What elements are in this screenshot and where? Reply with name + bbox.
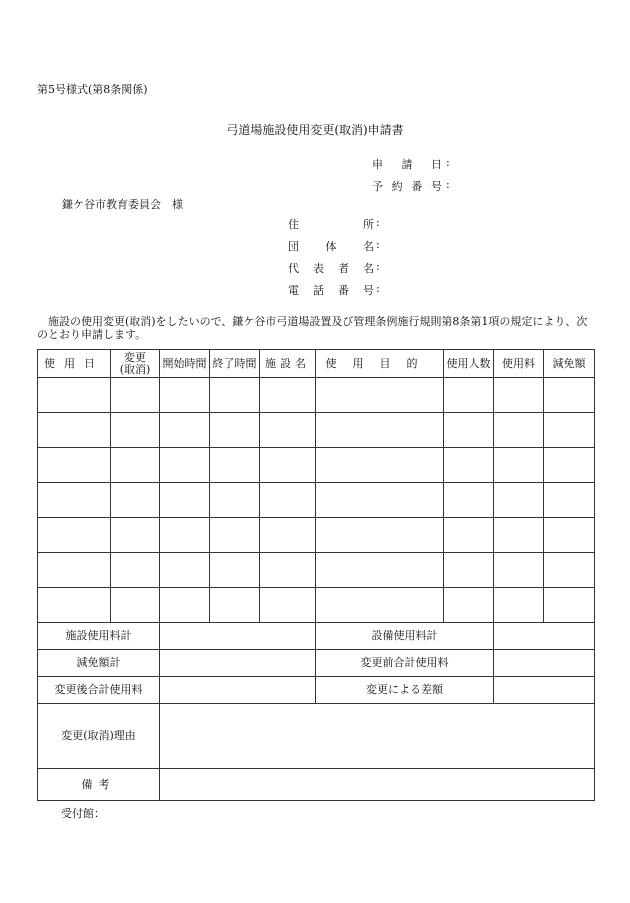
- table-cell[interactable]: [260, 483, 316, 518]
- col-usage-purpose: 使用目的: [316, 350, 444, 378]
- table-cell[interactable]: [111, 483, 160, 518]
- col-end-time: 終了時間: [210, 350, 260, 378]
- col-change-cancel: 変更 (取消): [111, 350, 160, 378]
- representative-name-colon: :: [376, 260, 380, 273]
- table-cell[interactable]: [111, 413, 160, 448]
- table-cell[interactable]: [160, 413, 210, 448]
- table-cell[interactable]: [316, 378, 444, 413]
- reason-field[interactable]: [160, 704, 595, 769]
- table-cell[interactable]: [38, 483, 111, 518]
- table-cell[interactable]: [38, 553, 111, 588]
- table-cell[interactable]: [544, 483, 595, 518]
- table-cell[interactable]: [494, 553, 544, 588]
- table-cell[interactable]: [316, 413, 444, 448]
- table-cell[interactable]: [260, 448, 316, 483]
- table-cell[interactable]: [111, 588, 160, 623]
- table-header-row: [38, 350, 595, 378]
- table-cell[interactable]: [494, 448, 544, 483]
- summary-row-2: [38, 650, 595, 677]
- reduction-total-label: 減免額計: [38, 650, 160, 677]
- col-start-time: 開始時間: [160, 350, 210, 378]
- table-cell[interactable]: [544, 553, 595, 588]
- table-cell[interactable]: [316, 448, 444, 483]
- table-cell[interactable]: [160, 518, 210, 553]
- table-cell[interactable]: [38, 448, 111, 483]
- table-cell[interactable]: [210, 448, 260, 483]
- phone-number-colon: :: [376, 282, 380, 295]
- usage-change-table: [37, 349, 595, 801]
- table-cell[interactable]: [544, 378, 595, 413]
- table-cell[interactable]: [160, 483, 210, 518]
- address-colon: :: [376, 216, 380, 229]
- group-name-label: 団体名: [288, 240, 374, 253]
- table-cell[interactable]: [210, 378, 260, 413]
- table-row: [38, 448, 595, 483]
- table-cell[interactable]: [444, 588, 494, 623]
- equipment-fee-total-value[interactable]: [494, 623, 595, 650]
- form-title: 弓道場施設使用変更(取消)申請書: [226, 123, 404, 137]
- table-cell[interactable]: [260, 553, 316, 588]
- application-date-colon: :: [446, 156, 450, 169]
- addressee: 鎌ケ谷市教育委員会 様: [62, 198, 183, 211]
- form-number: 第5号様式(第8条関係): [37, 83, 148, 96]
- table-cell[interactable]: [544, 448, 595, 483]
- table-cell[interactable]: [494, 518, 544, 553]
- table-cell[interactable]: [210, 518, 260, 553]
- table-row: [38, 413, 595, 448]
- table-cell[interactable]: [494, 413, 544, 448]
- table-cell[interactable]: [210, 483, 260, 518]
- difference-value[interactable]: [494, 677, 595, 704]
- reservation-number-colon: :: [446, 178, 450, 191]
- col-number-of-users: 使用人数: [444, 350, 494, 378]
- table-cell[interactable]: [260, 588, 316, 623]
- after-change-total-value[interactable]: [160, 677, 316, 704]
- address-label: 住所: [288, 218, 374, 231]
- table-cell[interactable]: [494, 483, 544, 518]
- table-cell[interactable]: [544, 588, 595, 623]
- table-cell[interactable]: [316, 518, 444, 553]
- before-change-total-value[interactable]: [494, 650, 595, 677]
- remarks-field[interactable]: [160, 769, 595, 801]
- table-cell[interactable]: [544, 413, 595, 448]
- table-cell[interactable]: [111, 448, 160, 483]
- col-reduction-amount: 減免額: [544, 350, 595, 378]
- table-row: [38, 378, 595, 413]
- table-cell[interactable]: [444, 448, 494, 483]
- before-change-total-label: 変更前合計使用料: [316, 650, 494, 677]
- summary-row-1: [38, 623, 595, 650]
- table-cell[interactable]: [38, 413, 111, 448]
- reservation-number-label: 予約番号: [372, 180, 442, 193]
- summary-row-3: [38, 677, 595, 704]
- table-cell[interactable]: [494, 378, 544, 413]
- table-row: [38, 483, 595, 518]
- table-cell[interactable]: [444, 553, 494, 588]
- difference-label: 変更による差額: [316, 677, 494, 704]
- table-cell[interactable]: [160, 448, 210, 483]
- table-cell[interactable]: [260, 518, 316, 553]
- table-cell[interactable]: [160, 553, 210, 588]
- reception-label: 受付館：: [61, 807, 105, 820]
- table-cell[interactable]: [160, 588, 210, 623]
- table-cell[interactable]: [111, 518, 160, 553]
- table-cell[interactable]: [444, 413, 494, 448]
- col-usage-date: 使用日: [38, 350, 111, 378]
- group-name-colon: :: [376, 238, 380, 251]
- facility-fee-total-label: 施設使用料計: [38, 623, 160, 650]
- reduction-total-value[interactable]: [160, 650, 316, 677]
- table-cell[interactable]: [111, 553, 160, 588]
- table-cell[interactable]: [444, 378, 494, 413]
- reason-row: [38, 704, 595, 769]
- remarks-label: 備考: [38, 769, 160, 801]
- equipment-fee-total-label: 設備使用料計: [316, 623, 494, 650]
- col-facility-name: 施設名: [260, 350, 316, 378]
- phone-number-label: 電話番号: [288, 284, 374, 297]
- facility-fee-total-value[interactable]: [160, 623, 316, 650]
- table-cell[interactable]: [210, 553, 260, 588]
- col-usage-fee: 使用料: [494, 350, 544, 378]
- table-cell[interactable]: [316, 588, 444, 623]
- table-cell[interactable]: [38, 588, 111, 623]
- table-cell[interactable]: [316, 483, 444, 518]
- reason-label: 変更(取消)理由: [38, 704, 160, 769]
- after-change-total-label: 変更後合計使用料: [38, 677, 160, 704]
- table-cell[interactable]: [111, 378, 160, 413]
- table-cell[interactable]: [38, 378, 111, 413]
- table-cell[interactable]: [444, 518, 494, 553]
- table-cell[interactable]: [210, 413, 260, 448]
- table-cell[interactable]: [260, 413, 316, 448]
- table-cell[interactable]: [494, 588, 544, 623]
- table-cell[interactable]: [444, 483, 494, 518]
- application-date-label: 申請日: [372, 158, 442, 171]
- remarks-row: [38, 769, 595, 801]
- table-cell[interactable]: [260, 378, 316, 413]
- table-cell[interactable]: [210, 588, 260, 623]
- intro-text: 施設の使用変更(取消)をしたいので、鎌ケ谷市弓道場設置及び管理条例施行規則第8条第1項の規定により、次のとおり申請します。: [37, 315, 588, 341]
- table-row: [38, 588, 595, 623]
- table-row: [38, 518, 595, 553]
- representative-name-label: 代表者名: [288, 262, 374, 275]
- table-cell[interactable]: [316, 553, 444, 588]
- table-cell[interactable]: [544, 518, 595, 553]
- table-cell[interactable]: [160, 378, 210, 413]
- table-cell[interactable]: [38, 518, 111, 553]
- table-row: [38, 553, 595, 588]
